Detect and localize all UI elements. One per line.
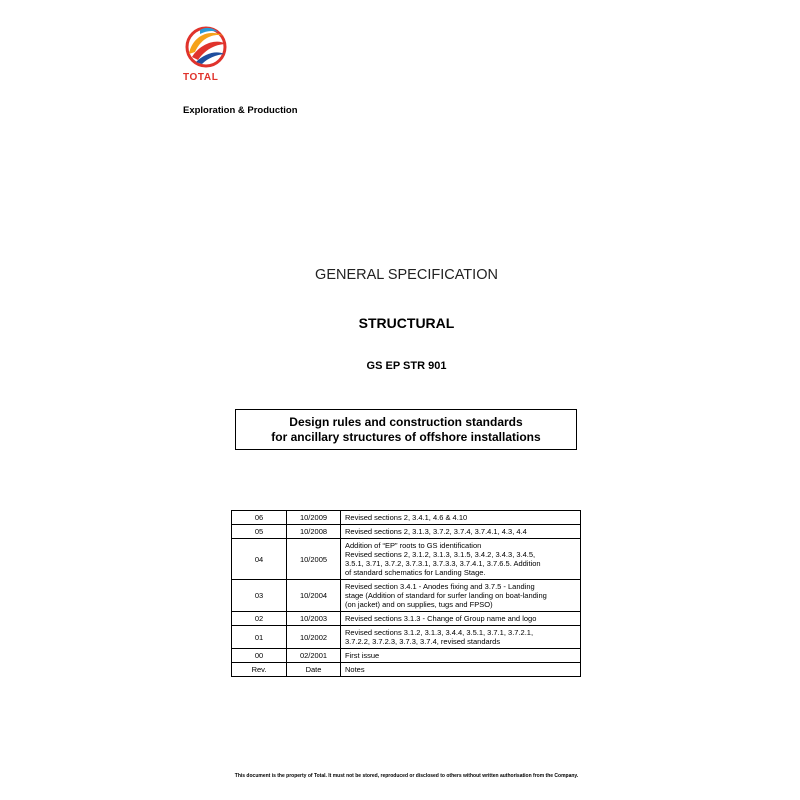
revision-table: [231, 510, 581, 677]
table-row: [232, 539, 581, 580]
document-type: GENERAL SPECIFICATION: [315, 267, 498, 283]
revision-note-line: (on jacket) and on supplies, tugs and FPSO): [345, 600, 493, 609]
revision-date: 10/2004: [287, 580, 341, 612]
revision-note-line: of standard schematics for Landing Stage.: [345, 568, 486, 577]
document-discipline: STRUCTURAL: [358, 315, 455, 331]
column-header-notes: Notes: [341, 663, 581, 677]
revision-note-line: Revised sections 3.1.2, 3.1.3, 3.4.4, 3.5.1, 3.7.1, 3.7.2.1,: [345, 628, 534, 637]
document-title-line-1: Design rules and construction standards: [289, 414, 523, 429]
logo-wordmark: TOTAL: [183, 72, 219, 83]
revision-note-line: 3.5.1, 3.71, 3.7.2, 3.7.3.1, 3.7.3.3, 3.7.4.1, 3.7.6.5. Addition: [345, 559, 541, 568]
revision-number: 04: [232, 539, 287, 580]
column-header-rev: Rev.: [232, 663, 287, 677]
division-label: Exploration & Production: [183, 105, 298, 116]
revision-note-line: First issue: [345, 651, 380, 660]
table-row: [232, 511, 581, 525]
table-row: [232, 580, 581, 612]
table-row: [232, 626, 581, 649]
revision-notes: [341, 612, 581, 626]
revision-date: 10/2002: [287, 626, 341, 649]
document-code: GS EP STR 901: [366, 360, 447, 372]
revision-date: 10/2009: [287, 511, 341, 525]
revision-note-line: Revised sections 2, 3.1.3, 3.7.2, 3.7.4, 3.7.4.1, 4.3, 4.4: [345, 527, 527, 536]
revision-note-line: Revised section 3.4.1 - Anodes fixing and 3.7.5 - Landing: [345, 582, 535, 591]
revision-note-line: stage (Addition of standard for surfer landing on boat-landing: [345, 591, 547, 600]
revision-notes: [341, 649, 581, 663]
revision-note-line: Revised sections 2, 3.4.1, 4.6 & 4.10: [345, 513, 468, 522]
revision-date: 10/2005: [287, 539, 341, 580]
revision-table-header: [232, 663, 581, 677]
revision-date: 10/2003: [287, 612, 341, 626]
revision-number: 03: [232, 580, 287, 612]
revision-number: 00: [232, 649, 287, 663]
revision-note-line: 3.7.2.2, 3.7.2.3, 3.7.3, 3.7.4, revised standards: [345, 637, 501, 646]
revision-notes: [341, 525, 581, 539]
revision-date: 02/2001: [287, 649, 341, 663]
table-row: [232, 612, 581, 626]
revision-notes: [341, 580, 581, 612]
table-row: [232, 525, 581, 539]
revision-note-line: Addition of “EP” roots to GS identification: [345, 541, 482, 550]
column-header-date: Date: [287, 663, 341, 677]
revision-note-line: Revised sections 2, 3.1.2, 3.1.3, 3.1.5, 3.4.2, 3.4.3, 3.4.5,: [345, 550, 536, 559]
revision-date: 10/2008: [287, 525, 341, 539]
revision-number: 01: [232, 626, 287, 649]
property-notice: This document is the property of Total. It must not be stored, reproduced or disclosed to others without written authorisation from the Company.: [234, 773, 579, 779]
document-title-box: [235, 409, 577, 450]
revision-number: 02: [232, 612, 287, 626]
revision-number: 05: [232, 525, 287, 539]
document-title-line-2: for ancillary structures of offshore installations: [271, 429, 541, 444]
revision-number: 06: [232, 511, 287, 525]
revision-notes: [341, 539, 581, 580]
revision-notes: [341, 626, 581, 649]
table-row: [232, 649, 581, 663]
revision-note-line: Revised sections 3.1.3 - Change of Group name and logo: [345, 614, 537, 623]
revision-notes: [341, 511, 581, 525]
